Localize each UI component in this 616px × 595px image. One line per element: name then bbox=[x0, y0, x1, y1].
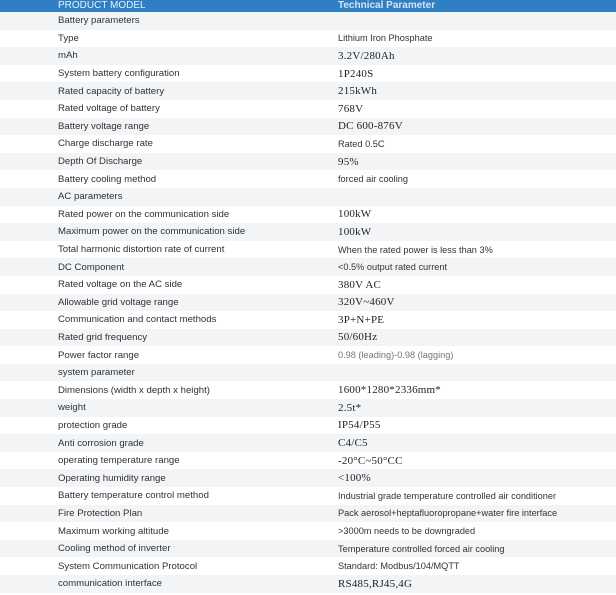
table-row bbox=[0, 47, 616, 65]
parameter-label: System battery configuration bbox=[58, 68, 180, 80]
parameter-value: <0.5% output rated current bbox=[338, 262, 448, 273]
parameter-label: Rated voltage on the AC side bbox=[58, 279, 183, 291]
section-header-row bbox=[0, 188, 616, 206]
parameter-value: Temperature controlled forced air cooling bbox=[338, 543, 505, 554]
parameter-value: -20°C~50°CC bbox=[338, 454, 403, 467]
parameter-value: Rated 0.5C bbox=[338, 138, 385, 149]
parameter-label: Communication and contact methods bbox=[58, 314, 217, 326]
parameter-label: Rated capacity of battery bbox=[58, 85, 165, 97]
parameter-label: Anti corrosion grade bbox=[58, 437, 144, 449]
table-row bbox=[0, 30, 616, 48]
parameter-value: RS485,RJ45,4G bbox=[338, 577, 413, 590]
table-row bbox=[0, 434, 616, 452]
table-row bbox=[0, 311, 616, 329]
table-row bbox=[0, 469, 616, 487]
parameter-value: 100kW bbox=[338, 225, 372, 238]
parameter-value: <100% bbox=[338, 472, 371, 485]
parameter-label: Maximum power on the communication side bbox=[58, 226, 246, 238]
table-row bbox=[0, 381, 616, 399]
parameter-value: IP54/P55 bbox=[338, 419, 381, 432]
parameter-label: system parameter bbox=[58, 367, 135, 379]
table-row bbox=[0, 294, 616, 312]
parameter-value: C4/C5 bbox=[338, 437, 368, 450]
parameter-value: 1600*1280*2336mm* bbox=[338, 384, 442, 397]
parameter-label: Fire Protection Plan bbox=[58, 507, 143, 519]
parameter-value: Standard: Modbus/104/MQTT bbox=[338, 561, 460, 572]
parameter-label: weight bbox=[58, 402, 86, 414]
spec-table-body bbox=[0, 12, 616, 593]
table-row bbox=[0, 540, 616, 558]
parameter-label: Battery parameters bbox=[58, 15, 140, 27]
parameter-value: 320V~460V bbox=[338, 296, 395, 309]
table-row bbox=[0, 505, 616, 523]
table-row bbox=[0, 223, 616, 241]
section-header-row bbox=[0, 12, 616, 30]
parameter-label: protection grade bbox=[58, 419, 128, 431]
parameter-value: Industrial grade temperature controlled air conditioner bbox=[338, 490, 557, 501]
parameter-label: Battery temperature control method bbox=[58, 490, 209, 502]
parameter-label: Type bbox=[58, 32, 79, 44]
table-row bbox=[0, 82, 616, 100]
parameter-label: Battery cooling method bbox=[58, 173, 157, 185]
table-row bbox=[0, 206, 616, 224]
parameter-label: Maximum working altitude bbox=[58, 525, 169, 537]
table-row bbox=[0, 452, 616, 470]
table-row bbox=[0, 170, 616, 188]
parameter-value: 768V bbox=[338, 102, 364, 115]
parameter-value: >3000m needs to be downgraded bbox=[338, 526, 476, 537]
parameter-value: forced air cooling bbox=[338, 174, 408, 185]
table-row bbox=[0, 522, 616, 540]
parameter-label: Dimensions (width x depth x height) bbox=[58, 384, 210, 396]
table-row bbox=[0, 557, 616, 575]
table-row bbox=[0, 241, 616, 259]
header-product-model: PRODUCT MODEL bbox=[58, 0, 146, 11]
parameter-label: Allowable grid voltage range bbox=[58, 296, 179, 308]
parameter-label: Cooling method of inverter bbox=[58, 543, 171, 555]
parameter-label: Charge discharge rate bbox=[58, 138, 153, 150]
table-header bbox=[0, 0, 616, 12]
parameter-value: 3P+N+PE bbox=[338, 313, 385, 326]
parameter-value: 0.98 (leading)-0.98 (lagging) bbox=[338, 350, 454, 361]
parameter-label: operating temperature range bbox=[58, 455, 180, 467]
section-header-row bbox=[0, 364, 616, 382]
parameter-value: 380V AC bbox=[338, 278, 382, 291]
parameter-label: Battery voltage range bbox=[58, 120, 150, 132]
table-row bbox=[0, 258, 616, 276]
table-row bbox=[0, 65, 616, 83]
parameter-value: 215kWh bbox=[338, 85, 378, 98]
table-row bbox=[0, 417, 616, 435]
parameter-value: Pack aerosol+heptafluoropropane+water fire interface bbox=[338, 508, 558, 519]
parameter-value: 95% bbox=[338, 155, 359, 168]
table-row bbox=[0, 329, 616, 347]
parameter-label: Rated voltage of battery bbox=[58, 103, 160, 115]
parameter-label: Power factor range bbox=[58, 349, 140, 361]
table-row bbox=[0, 487, 616, 505]
parameter-label: System Communication Protocol bbox=[58, 560, 198, 572]
table-row bbox=[0, 153, 616, 171]
table-row bbox=[0, 346, 616, 364]
parameter-label: Rated grid frequency bbox=[58, 331, 148, 343]
parameter-label: mAh bbox=[58, 50, 78, 62]
parameter-label: Operating humidity range bbox=[58, 472, 166, 484]
table-row bbox=[0, 118, 616, 136]
parameter-value: 3.2V/280Ah bbox=[338, 49, 395, 62]
parameter-value: DC 600-876V bbox=[338, 120, 403, 133]
parameter-label: Rated power on the communication side bbox=[58, 208, 230, 220]
parameter-value: Lithium Iron Phosphate bbox=[338, 33, 433, 44]
parameter-label: AC parameters bbox=[58, 191, 123, 203]
parameter-value: 100kW bbox=[338, 208, 372, 221]
parameter-label: communication interface bbox=[58, 578, 162, 590]
parameter-label: DC Component bbox=[58, 261, 125, 273]
parameter-value: 2.5t* bbox=[338, 401, 362, 414]
parameter-label: Total harmonic distortion rate of current bbox=[58, 244, 225, 256]
table-row bbox=[0, 276, 616, 294]
parameter-label: Depth Of Discharge bbox=[58, 156, 143, 168]
parameter-value: 50/60Hz bbox=[338, 331, 378, 344]
table-row bbox=[0, 575, 616, 593]
table-row bbox=[0, 135, 616, 153]
table-row bbox=[0, 100, 616, 118]
header-technical-parameter: Technical Parameter bbox=[338, 0, 436, 11]
table-row bbox=[0, 399, 616, 417]
parameter-value: When the rated power is less than 3% bbox=[338, 244, 493, 255]
parameter-value: 1P240S bbox=[338, 67, 374, 80]
